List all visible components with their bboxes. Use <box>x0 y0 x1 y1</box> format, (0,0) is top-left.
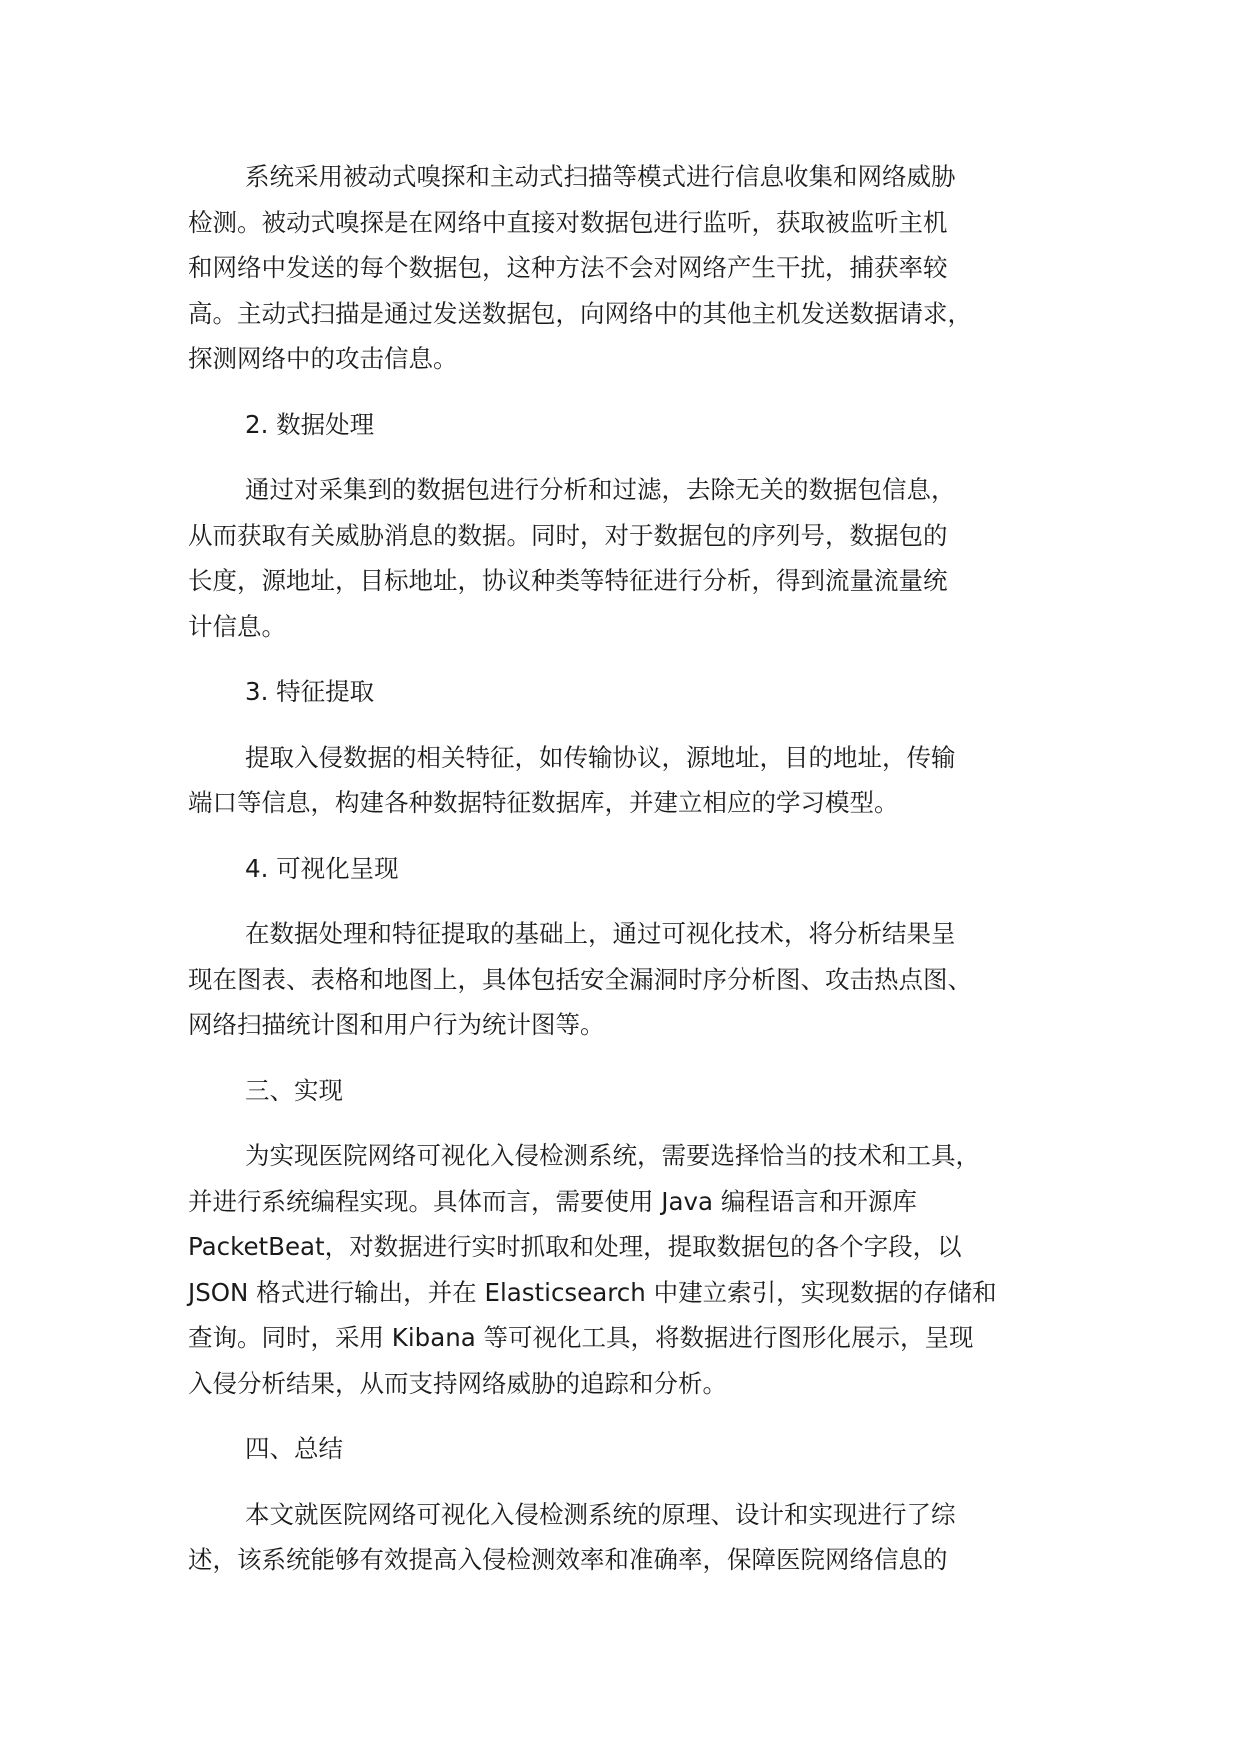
paragraph-line: 系统采用被动式嗅探和主动式扫描等模式进行信息收集和网络威胁 <box>245 162 956 191</box>
paragraph-line: 入侵分析结果，从而支持网络威胁的追踪和分析。 <box>188 1368 727 1398</box>
paragraph-line: 长度，源地址，目标地址，协议种类等特征进行分析，得到流量流量统 <box>188 566 948 595</box>
document-body <box>188 154 1088 1583</box>
section-heading <box>188 1068 1088 1114</box>
paragraph-line: 和网络中发送的每个数据包，这种方法不会对网络产生干扰，捕获率较 <box>188 253 948 282</box>
heading-text: 3. 特征提取 <box>245 677 375 706</box>
paragraph-line: 在数据处理和特征提取的基础上，通过可视化技术，将分析结果呈 <box>245 919 956 948</box>
paragraph-line: 检测。被动式嗅探是在网络中直接对数据包进行监听，获取被监听主机 <box>188 207 948 237</box>
paragraph-line: 高。主动式扫描是通过发送数据包，向网络中的其他主机发送数据请求， <box>188 298 972 328</box>
paragraph-line: PacketBeat，对数据进行实时抓取和处理，提取数据包的各个字段，以 <box>188 1232 962 1261</box>
paragraph-line: 现在图表、表格和地图上，具体包括安全漏洞时序分析图、攻击热点图、 <box>188 964 972 994</box>
paragraph-line: 网络扫描统计图和用户行为统计图等。 <box>188 1010 605 1039</box>
body-paragraph <box>188 735 1088 826</box>
paragraph-line: 本文就医院网络可视化入侵检测系统的原理、设计和实现进行了综 <box>245 1499 956 1529</box>
paragraph-line: 查询。同时，采用 Kibana 等可视化工具，将数据进行图形化展示，呈现 <box>188 1323 974 1352</box>
paragraph-line: 提取入侵数据的相关特征，如传输协议，源地址，目的地址，传输 <box>245 742 956 772</box>
paragraph-line: 端口等信息，构建各种数据特征数据库，并建立相应的学习模型。 <box>188 788 899 817</box>
heading-text: 4. 可视化呈现 <box>245 853 399 883</box>
paragraph-line: 计信息。 <box>188 611 286 641</box>
paragraph-line: 并进行系统编程实现。具体而言，需要使用 Java 编程语言和开源库 <box>188 1186 917 1216</box>
section-heading <box>188 1426 1088 1472</box>
paragraph-line: 述，该系统能够有效提高入侵检测效率和准确率，保障医院网络信息的 <box>188 1545 948 1574</box>
paragraph-line: 从而获取有关威胁消息的数据。同时，对于数据包的序列号，数据包的 <box>188 520 948 550</box>
paragraph-line: 探测网络中的攻击信息。 <box>188 344 458 373</box>
body-paragraph <box>188 154 1088 382</box>
heading-text: 2. 数据处理 <box>245 409 375 439</box>
section-heading <box>188 402 1088 448</box>
body-paragraph <box>188 911 1088 1048</box>
body-paragraph <box>188 1492 1088 1583</box>
paragraph-line: 为实现医院网络可视化入侵检测系统，需要选择恰当的技术和工具， <box>245 1141 980 1170</box>
paragraph-line: JSON 格式进行输出，并在 Elasticsearch 中建立索引，实现数据的存储和 <box>188 1277 997 1307</box>
heading-text: 四、总结 <box>245 1434 343 1463</box>
section-heading <box>188 846 1088 892</box>
body-paragraph <box>188 467 1088 649</box>
body-paragraph <box>188 1133 1088 1406</box>
paragraph-line: 通过对采集到的数据包进行分析和过滤，去除无关的数据包信息， <box>245 475 956 504</box>
heading-text: 三、实现 <box>245 1075 343 1105</box>
section-heading <box>188 669 1088 715</box>
